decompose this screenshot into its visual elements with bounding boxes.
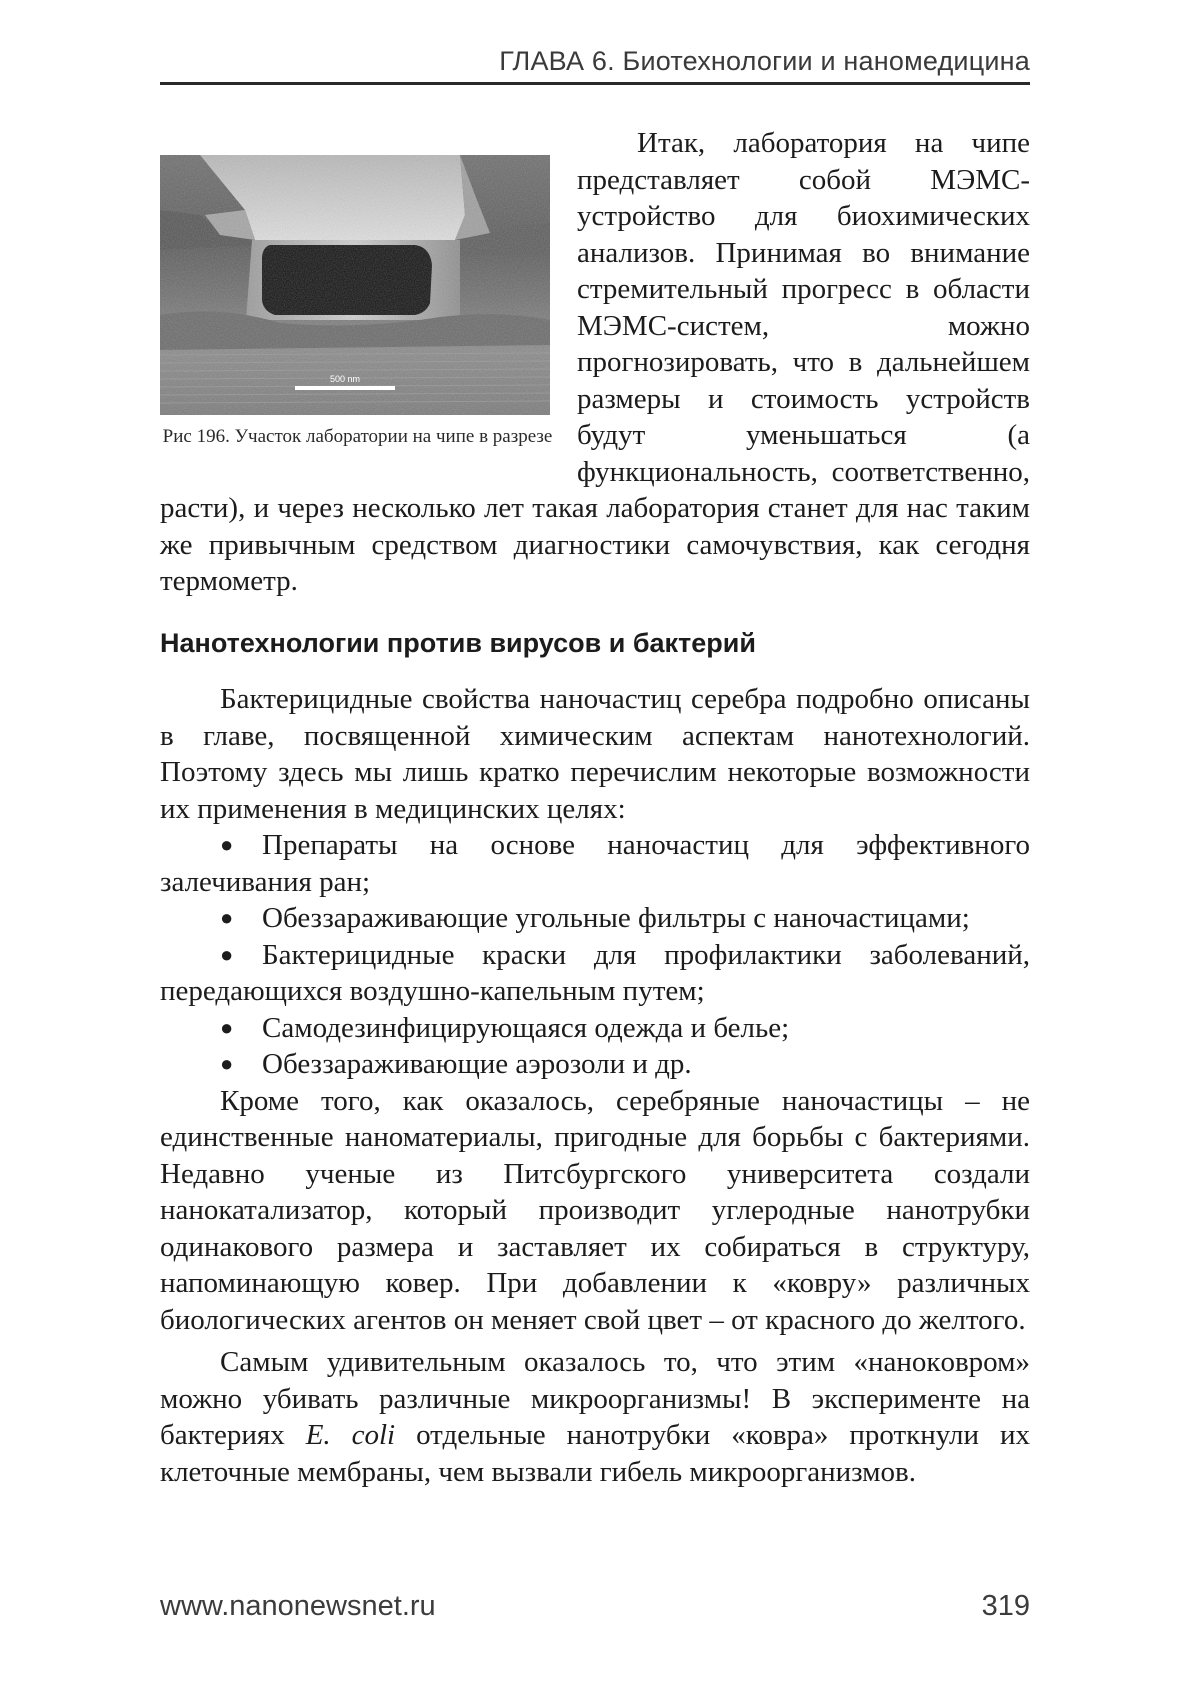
bullet-icon: ● <box>220 941 234 967</box>
section-paragraph-1: Бактерицидные свойства наночастиц серебра подробно описаны в главе, посвященной химическим аспектам нанотехнологий. Поэтому здесь мы лишь кратко перечислим некоторые возможности их применения в медицинских целях: <box>160 683 1030 825</box>
figure-196 <box>160 155 555 449</box>
species-name: E. coli <box>305 1419 396 1451</box>
page-footer <box>160 1590 1030 1630</box>
list-item: ● Препараты на основе наночастиц для эффективного залечивания ран; <box>160 829 1030 898</box>
applications-list <box>160 827 1030 1083</box>
sem-micrograph-image <box>160 155 550 415</box>
intro-paragraph: Итак, лаборатория на чипе представляет собой МЭМС-устройство для биохимических анализов. Принимая во внимание стремительный прогресс в области МЭМС-систем, можно прогнозировать, что в дальнейшем размеры и стоимость устройств будут уменьшаться (а функциональность, соответственно, расти), и через несколько лет такая лаборатория станет для нас таким же привычным средством диагностики самочувствия, как сегодня термометр. <box>160 127 1030 597</box>
intro-block <box>160 125 1030 600</box>
section-paragraph-2: Кроме того, как оказалось, серебряные наночастицы – не единственные наноматериалы, пригодные для борьбы с бактериями. Недавно ученые из Питсбургского университета создали нанокатализатор, который производит углеродные нанотрубки одинакового размера и заставляет их собираться в структуру, напоминающую ковер. При добавлении к «ковру» различных биологических агентов он меняет свой цвет – от красного до желтого. <box>160 1084 1030 1336</box>
running-header <box>160 42 1030 85</box>
list-item: ● Обеззараживающие угольные фильтры с наночастицами; <box>160 900 1030 937</box>
section-heading: Нанотехнологии против вирусов и бактерий <box>160 628 756 658</box>
scale-bar-label: 500 nm <box>330 374 361 384</box>
footer-url: www.nanonewsnet.ru <box>160 1590 436 1622</box>
list-item: ● Самодезинфицирующаяся одежда и белье; <box>160 1010 1030 1047</box>
scale-bar <box>295 386 395 390</box>
page-number: 319 <box>981 1590 1030 1622</box>
bullet-icon: ● <box>220 1014 234 1040</box>
chapter-title: ГЛАВА 6. Биотехнологии и наномедицина <box>499 46 1030 76</box>
list-item: ● Обеззараживающие аэрозоли и др. <box>160 1046 1030 1083</box>
section-nanotech-vs-viruses <box>160 625 1030 1490</box>
list-item: ● Бактерицидные краски для профилактики заболеваний, передающихся воздушно-капельным путем; <box>160 938 1030 1007</box>
bullet-icon: ● <box>220 905 234 930</box>
figure-caption: Рис 196. Участок лаборатории на чипе в разрезе <box>162 426 553 447</box>
bullet-icon: ● <box>220 832 234 857</box>
bullet-icon: ● <box>220 1051 234 1076</box>
section-paragraph-3: Самым удивительным оказалось то, что этим «нанокoвром» можно убивать различные микроорганизмы! В эксперименте на бактериях E. coli отдельные нанотрубки «ковра» проткнули их клеточные мембраны, чем вызвали гибель микроорганизмов. <box>160 1346 1030 1488</box>
